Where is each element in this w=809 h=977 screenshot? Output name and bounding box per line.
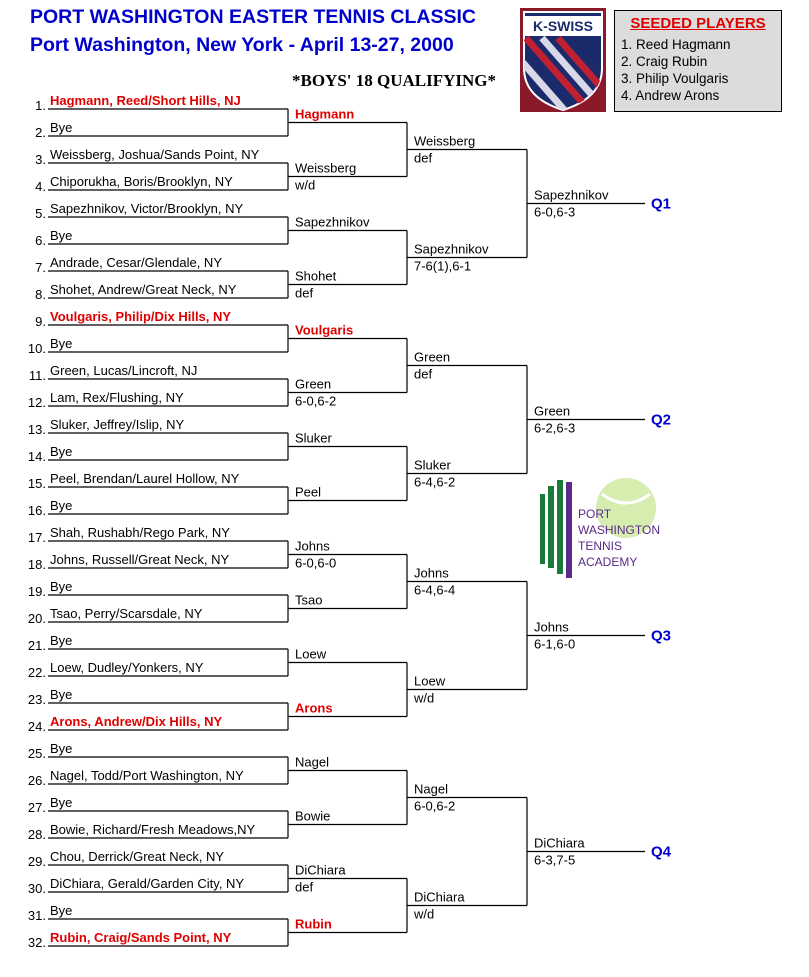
player-seed-number: 18. [27, 557, 46, 572]
round2-winner: Peel [295, 484, 322, 500]
player-entry: Sapezhnikov, Victor/Brooklyn, NY [50, 201, 244, 216]
match-score: 6-3,7-5 [534, 852, 576, 868]
player-seed-number: 9. [35, 314, 46, 329]
player-entry: Johns, Russell/Great Neck, NY [50, 552, 230, 567]
player-entry: Bye [50, 741, 73, 756]
player-entry: Bye [50, 228, 73, 243]
qualifier-name: Green [534, 403, 571, 419]
player-entry: Weissberg, Joshua/Sands Point, NY [50, 147, 260, 162]
match-score: def [295, 285, 314, 301]
player-seed-number: 2. [35, 125, 46, 140]
player-seed-number: 16. [27, 503, 46, 518]
qualifier-name: Johns [534, 619, 569, 635]
player-entry: Bye [50, 687, 73, 702]
player-entry: Bye [50, 579, 73, 594]
match-score: w/d [414, 690, 435, 706]
player-entry: Lam, Rex/Flushing, NY [50, 390, 184, 405]
qualifier-label: Q2 [651, 411, 672, 429]
player-seed-number: 22. [27, 665, 46, 680]
player-entry: Arons, Andrew/Dix Hills, NY [50, 714, 223, 729]
player-entry: Tsao, Perry/Scarsdale, NY [50, 606, 203, 621]
match-score: w/d [295, 177, 316, 193]
player-seed-number: 27. [27, 800, 46, 815]
academy-text: ACADEMY [578, 555, 638, 569]
match-score: 6-2,6-3 [534, 420, 576, 436]
round2-winner: Shohet [295, 268, 337, 284]
seeded-player: 4. Andrew Arons [621, 88, 720, 103]
round2-winner: Johns [295, 538, 330, 554]
player-seed-number: 12. [27, 395, 46, 410]
round2-winner: Hagmann [295, 106, 355, 122]
player-seed-number: 10. [27, 341, 46, 356]
player-entry: Chiporukha, Boris/Brooklyn, NY [50, 174, 233, 189]
player-seed-number: 31. [27, 908, 46, 923]
player-seed-number: 3. [35, 152, 46, 167]
round3-winner: DiChiara [414, 889, 465, 905]
tennis-academy-logo [536, 476, 676, 582]
player-entry: Hagmann, Reed/Short Hills, NJ [50, 93, 241, 108]
player-entry: Green, Lucas/Lincroft, NJ [50, 363, 198, 378]
player-entry: Shah, Rushabh/Rego Park, NY [50, 525, 230, 540]
round2-winner: Green [295, 376, 332, 392]
round3-winner: Loew [414, 673, 446, 689]
kswiss-logo-text: K-SWISS [533, 18, 593, 34]
player-entry: Bye [50, 498, 73, 513]
match-score: def [414, 366, 433, 382]
player-entry: Shohet, Andrew/Great Neck, NY [50, 282, 237, 297]
player-seed-number: 11. [28, 368, 46, 383]
qualifier-label: Q1 [651, 195, 672, 213]
round2-winner: Sapezhnikov [295, 214, 370, 230]
qualifier-label: Q4 [651, 843, 672, 861]
round3-winner: Johns [414, 565, 449, 581]
player-entry: Bye [50, 633, 73, 648]
player-seed-number: 15. [27, 476, 46, 491]
round3-winner: Weissberg [414, 133, 476, 149]
round3-winner: Green [414, 349, 451, 365]
player-entry: Peel, Brendan/Laurel Hollow, NY [50, 471, 240, 486]
round2-winner: Voulgaris [295, 322, 354, 338]
player-entry: Nagel, Todd/Port Washington, NY [50, 768, 244, 783]
player-seed-number: 26. [27, 773, 46, 788]
player-seed-number: 7. [35, 260, 46, 275]
player-entry: Rubin, Craig/Sands Point, NY [50, 930, 232, 945]
player-seed-number: 13. [27, 422, 46, 437]
seeded-players-title: SEEDED PLAYERS [630, 15, 766, 32]
match-score: w/d [414, 906, 435, 922]
academy-text: WASHINGTON [578, 523, 661, 537]
match-score: 6-0,6-0 [295, 555, 337, 571]
player-entry: Bye [50, 903, 73, 918]
player-seed-number: 21. [27, 638, 46, 653]
player-seed-number: 23. [27, 692, 46, 707]
round2-winner: Rubin [295, 916, 332, 932]
player-entry: Sluker, Jeffrey/Islip, NY [50, 417, 185, 432]
player-seed-number: 32. [27, 935, 46, 950]
player-seed-number: 1. [35, 98, 46, 113]
player-seed-number: 29. [27, 854, 46, 869]
player-entry: Andrade, Cesar/Glendale, NY [50, 255, 222, 270]
match-score: 7-6(1),6-1 [414, 258, 472, 274]
player-seed-number: 14. [27, 449, 46, 464]
player-seed-number: 20. [27, 611, 46, 626]
match-score: 6-4,6-2 [414, 474, 456, 490]
round3-winner: Sapezhnikov [414, 241, 489, 257]
player-seed-number: 25. [27, 746, 46, 761]
player-entry: Bye [50, 444, 73, 459]
match-score: 6-4,6-4 [414, 582, 456, 598]
player-entry: Bowie, Richard/Fresh Meadows,NY [50, 822, 256, 837]
player-seed-number: 17. [27, 530, 46, 545]
player-seed-number: 30. [27, 881, 46, 896]
match-score: 6-1,6-0 [534, 636, 576, 652]
match-score: 6-0,6-2 [414, 798, 456, 814]
academy-text: PORT [578, 507, 612, 521]
round3-winner: Nagel [414, 781, 448, 797]
round3-winner: Sluker [414, 457, 451, 473]
round2-winner: Sluker [295, 430, 332, 446]
player-seed-number: 6. [35, 233, 46, 248]
round2-winner: DiChiara [295, 862, 346, 878]
round2-winner: Loew [295, 646, 327, 662]
match-score: def [414, 150, 433, 166]
seeded-player: 2. Craig Rubin [621, 54, 708, 69]
seeded-player: 3. Philip Voulgaris [621, 71, 729, 86]
player-seed-number: 8. [35, 287, 46, 302]
player-seed-number: 28. [27, 827, 46, 842]
tournament-location-date: Port Washington, New York - April 13-27, 2000 [30, 34, 454, 56]
tournament-title: PORT WASHINGTON EASTER TENNIS CLASSIC [30, 6, 477, 28]
seeded-player: 1. Reed Hagmann [621, 37, 731, 52]
draw-subtitle: *BOYS' 18 QUALIFYING* [292, 71, 497, 90]
round2-winner: Bowie [295, 808, 331, 824]
qualifier-label: Q3 [651, 627, 672, 645]
round2-winner: Tsao [295, 592, 323, 608]
player-entry: Bye [50, 120, 73, 135]
player-entry: DiChiara, Gerald/Garden City, NY [50, 876, 245, 891]
player-entry: Voulgaris, Philip/Dix Hills, NY [50, 309, 232, 324]
player-entry: Bye [50, 336, 73, 351]
round2-winner: Arons [295, 700, 333, 716]
round2-winner: Nagel [295, 754, 329, 770]
match-score: 6-0,6-2 [295, 393, 337, 409]
round2-winner: Weissberg [295, 160, 357, 176]
player-entry: Loew, Dudley/Yonkers, NY [50, 660, 204, 675]
qualifier-name: Sapezhnikov [534, 187, 609, 203]
player-seed-number: 4. [35, 179, 46, 194]
player-seed-number: 5. [35, 206, 46, 221]
player-seed-number: 19. [27, 584, 46, 599]
match-score: def [295, 879, 314, 895]
player-entry: Bye [50, 795, 73, 810]
qualifier-name: DiChiara [534, 835, 585, 851]
player-entry: Chou, Derrick/Great Neck, NY [50, 849, 225, 864]
academy-text: TENNIS [578, 539, 623, 553]
match-score: 6-0,6-3 [534, 204, 576, 220]
player-seed-number: 24. [27, 719, 46, 734]
